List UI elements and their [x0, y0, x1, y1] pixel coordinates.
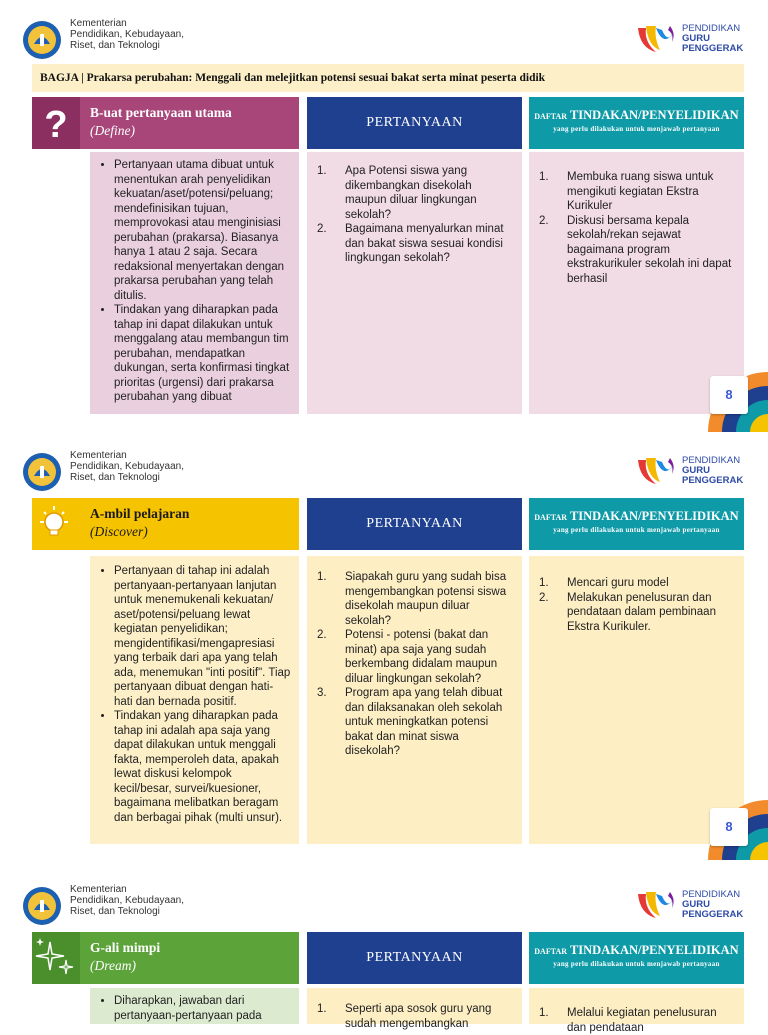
- slide-discover: [0, 432, 768, 866]
- list-item: 2. Bagaimana menyalurkan minat dan bakat siswa sesuai kondisi lingkungan sekolah?: [317, 223, 504, 264]
- list-item: • Tindakan yang diharapkan pada tahap ini adalah apa saja yang dapat dilakukan untuk menggali fakta, memperoleh data, apakah lewat diskusi kelompok kecil/besar, survei/kuesioner, bagaimana melibatkan beragam dan berbagai pihak (multi unsur).: [114, 709, 291, 825]
- pertanyaan-header: PERTANYAAN: [307, 932, 522, 984]
- guide-text-box: [90, 556, 299, 844]
- question-icon: [32, 97, 80, 149]
- actions-box: [529, 988, 744, 1034]
- pertanyaan-header: PERTANYAAN: [307, 498, 522, 550]
- tut-wuri-handayani-logo: [22, 452, 62, 492]
- tut-wuri-handayani-logo: [22, 20, 62, 60]
- lightbulb-icon: [32, 498, 80, 550]
- guru-penggerak-logo: PENDIDIKAN GURU PENGGERAK: [634, 20, 746, 60]
- guide-text-box: [90, 152, 299, 414]
- guru-penggerak-logo: PENDIDIKAN GURU PENGGERAK: [634, 452, 746, 492]
- bagja-strip: BAGJA | Prakarsa perubahan: Menggali dan melejitkan potensi sesuai bakat serta minat peserta didik: [32, 64, 744, 92]
- list-item: 2. Potensi - potensi (bakat dan minat) apa saja yang sudah berkembang didalam maupun diluar lingkungan sekolah?: [317, 629, 498, 685]
- tut-wuri-handayani-logo: [22, 886, 62, 926]
- ministry-name: Kementerian Pendidikan, Kebudayaan, Riset, dan Teknologi: [70, 18, 184, 51]
- slide-dream: [0, 866, 768, 1034]
- questions-box: [307, 556, 522, 844]
- list-item: 2. Diskusi bersama kepala sekolah/rekan sejawat bagaimana program ekstrakurikuler sekolah ini dapat berhasil: [539, 214, 732, 285]
- guru-penggerak-emblem: [634, 454, 678, 488]
- page-number-icon[interactable]: 8: [710, 376, 748, 414]
- daftar-tindakan-header: DAFTAR TINDAKAN/PENYELIDIKAN yang perlu dilakukan untuk menjawab pertanyaan: [529, 97, 744, 149]
- list-item: • Diharapkan, jawaban dari pertanyaan-pertanyaan pada: [114, 994, 291, 1023]
- stage-header-discover: A-mbil pelajaran (Discover): [32, 498, 299, 550]
- guru-penggerak-emblem: [634, 22, 678, 56]
- daftar-tindakan-header: DAFTAR TINDAKAN/PENYELIDIKAN yang perlu dilakukan untuk menjawab pertanyaan: [529, 932, 744, 984]
- stage-header-dream: G-ali mimpi (Dream): [32, 932, 299, 984]
- list-item: • Tindakan yang diharapkan pada tahap ini dapat dilakukan untuk menggalang atau membangun tim perubahan, mendapatkan dukungan, serta konfirmasi tingkat prioritas (urgensi) dari prakarsa perubahan yang dibuat: [114, 303, 291, 405]
- guru-penggerak-emblem: [634, 888, 678, 922]
- list-item: 1. Apa Potensi siswa yang dikembangkan disekolah maupun diluar lingkungan sekolah?: [317, 165, 477, 221]
- questions-box: [307, 988, 522, 1030]
- svg-text:?: ?: [44, 104, 68, 146]
- stage-header-define: ? B-uat pertanyaan utama (Define): [32, 97, 299, 149]
- list-item: • Pertanyaan di tahap ini adalah pertanyaan-pertanyaan lanjutan untuk menemukenali kekuatan/ aset/potensi/peluang lewat kegiatan penyelidikan; mengidentifikasi/mengapresiasi yang terbaik dari apa yang telah ada, menemukan "inti positif". Tiap pertanyaan dibuat dengan hati-hati dan bernada positif.: [114, 564, 291, 709]
- list-item: 1. Melalui kegiatan penelusuran dan pendataan: [539, 1007, 717, 1034]
- list-item: • Pertanyaan utama dibuat untuk menentukan arah penyelidikan kekuatan/aset/potensi/peluang; mendefinisikan tujuan, memprovokasi atau menginisiasi perubahan (prakarsa). Biasanya hanya 1 atau 2 saja. Secara redaksional menyertakan dengan prakarsa perubahan yang telah ditulis.: [114, 158, 291, 303]
- ministry-name: Kementerian Pendidikan, Kebudayaan, Riset, dan Teknologi: [70, 884, 184, 917]
- list-item: 1. Siapakah guru yang sudah bisa mengembangkan potensi siswa disekolah maupun diluar sekolah?: [317, 571, 507, 627]
- list-item: 1. Membuka ruang siswa untuk mengikuti kegiatan Ekstra Kurikuler: [539, 171, 714, 212]
- slide-define: [0, 0, 768, 432]
- list-item: 3. Program apa yang telah dibuat dan dilaksanakan oleh sekolah untuk meningkatkan potensi bakat dan minat siswa disekolah?: [317, 687, 503, 757]
- ministry-name: Kementerian Pendidikan, Kebudayaan, Riset, dan Teknologi: [70, 450, 184, 483]
- questions-box: [307, 152, 522, 414]
- list-item: 1. Seperti apa sosok guru yang sudah mengembangkan: [317, 1003, 492, 1030]
- guide-text-box: [90, 988, 299, 1024]
- list-item: 2. Melakukan penelusuran dan pendataan dalam pembinaan Ekstra Kurikuler.: [539, 591, 716, 633]
- daftar-tindakan-header: DAFTAR TINDAKAN/PENYELIDIKAN yang perlu dilakukan untuk menjawab pertanyaan: [529, 498, 744, 550]
- guru-penggerak-logo: PENDIDIKAN GURU PENGGERAK: [634, 886, 746, 926]
- list-item: 1. Mencari guru model: [539, 577, 669, 589]
- pertanyaan-header: PERTANYAAN: [307, 97, 522, 149]
- page-number-icon[interactable]: 8: [710, 808, 748, 846]
- sparkle-icon: [32, 932, 80, 984]
